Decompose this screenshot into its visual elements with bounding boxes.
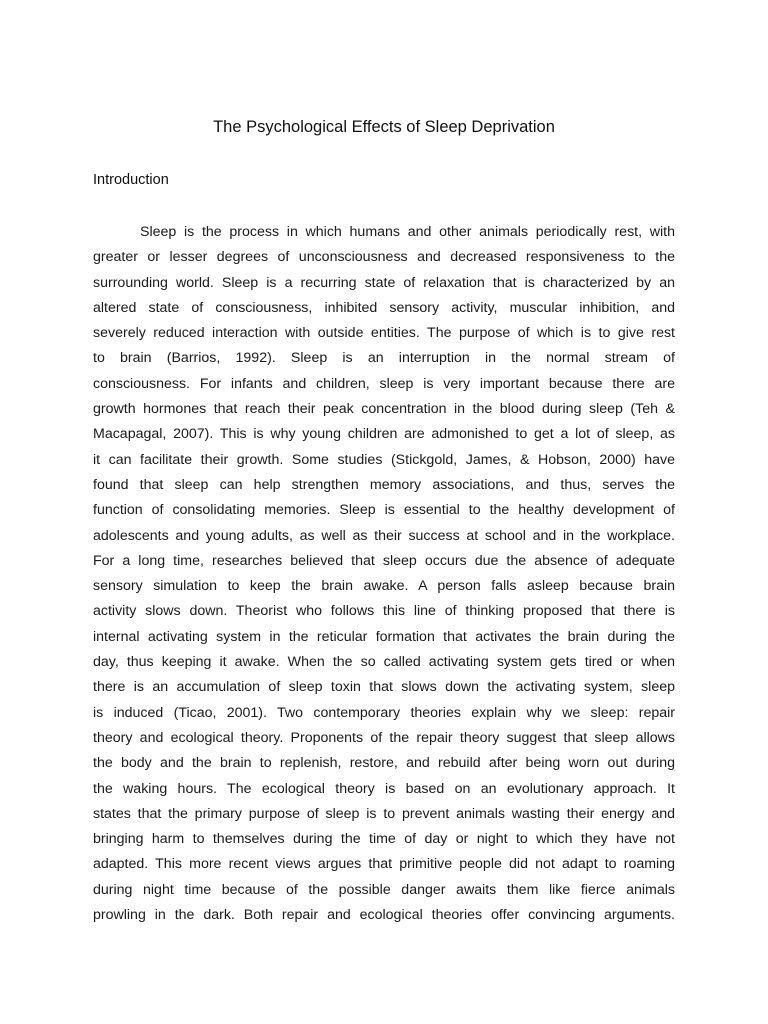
paragraph-line: it can facilitate their growth. Some studies (Stickgold, James, & Hobson, 2000) have — [93, 451, 675, 468]
paragraph-line: surrounding world. Sleep is a recurring state of relaxation that is characterized by an — [93, 274, 675, 291]
paragraph-line: Sleep is the process in which humans and other animals periodically rest, with — [140, 224, 675, 240]
paragraph-line: the body and the brain to replenish, restore, and rebuild after being worn out during — [93, 755, 675, 772]
paragraph-line: prowling in the dark. Both repair and ecological theories offer convincing arguments. — [93, 907, 675, 924]
paragraph-line: For a long time, researches believed that sleep occurs due the absence of adequate — [93, 552, 675, 569]
paragraph-line: adolescents and young adults, as well as their success at school and in the workplace. — [93, 527, 675, 544]
paragraph-line: adapted. This more recent views argues that primitive people did not adapt to roaming — [93, 856, 675, 873]
paragraph-line: during night time because of the possible danger awaits them like fierce animals — [93, 881, 675, 898]
paragraph-line: the waking hours. The ecological theory is based on an evolutionary approach. It — [93, 780, 675, 797]
paragraph-line: found that sleep can help strengthen memory associations, and thus, serves the — [93, 476, 675, 493]
paragraph-line: sensory simulation to keep the brain awake. A person falls asleep because brain — [93, 578, 675, 595]
paragraph-line: altered state of consciousness, inhibited sensory activity, muscular inhibition, and — [93, 299, 675, 316]
paragraph-line: is induced (Ticao, 2001). Two contemporary theories explain why we sleep: repair — [93, 704, 675, 721]
paragraph-line: consciousness. For infants and children, sleep is very important because there are — [93, 375, 675, 392]
paragraph-line: bringing harm to themselves during the time of day or night to which they have not — [93, 831, 675, 848]
paragraph-line: severely reduced interaction with outside entities. The purpose of which is to give rest — [93, 325, 675, 342]
paragraph-line: to brain (Barrios, 1992). Sleep is an interruption in the normal stream of — [93, 350, 675, 367]
paragraph-line: internal activating system in the reticular formation that activates the brain during the — [93, 628, 675, 645]
body-paragraph — [93, 220, 675, 928]
paragraph-line: function of consolidating memories. Sleep is essential to the healthy development of — [93, 502, 675, 519]
paragraph-line: activity slows down. Theorist who follows this line of thinking proposed that there is — [93, 603, 675, 620]
paragraph-line: states that the primary purpose of sleep is to prevent animals wasting their energy and — [93, 805, 675, 822]
paragraph-line: there is an accumulation of sleep toxin that slows down the activating system, sleep — [93, 679, 675, 696]
paragraph-line: day, thus keeping it awake. When the so called activating system gets tired or when — [93, 654, 675, 671]
section-heading: Introduction — [93, 172, 169, 188]
paragraph-line: Macapagal, 2007). This is why young children are admonished to get a lot of sleep, as — [93, 426, 675, 443]
page-title: The Psychological Effects of Sleep Deprivation — [213, 118, 555, 136]
paragraph-line: growth hormones that reach their peak concentration in the blood during sleep (Teh & — [93, 401, 675, 418]
paragraph-line: greater or lesser degrees of unconsciousness and decreased responsiveness to the — [93, 249, 675, 266]
paragraph-line: theory and ecological theory. Proponents of the repair theory suggest that sleep allows — [93, 729, 675, 746]
